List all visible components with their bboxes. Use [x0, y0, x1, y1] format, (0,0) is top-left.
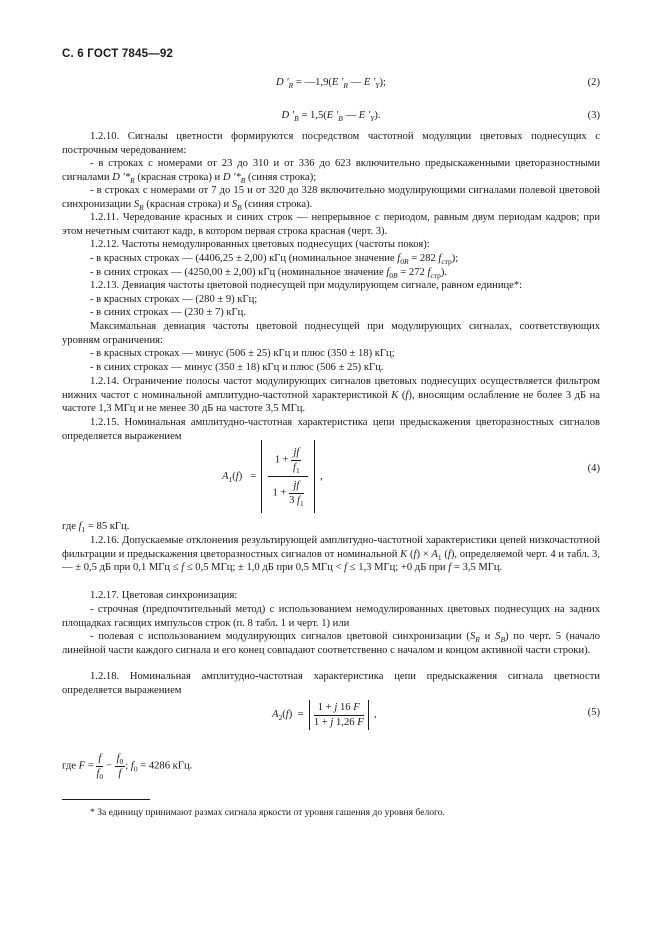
eq3-rhs: = 1,5(E $'_B$ — E $'_Y$). — [301, 110, 381, 124]
equation-4: $A_1(f)$ = 1 + $\frac{jf}{f_1}$ 1 + $\frac{jf}{3 f_1}$ , (4) — [62, 440, 600, 504]
eq3-lhs: D $'_B$ — [281, 110, 299, 124]
eq2-rhs: = —1,9(E $'_R$ — E $'_Y$); — [295, 77, 386, 91]
para-1-2-13-d: - в красных строках — минус (506 ± 25) кГц и плюс (350 ± 18) кГц; — [90, 348, 395, 359]
para-1-2-11: 1.2.11. Чередование красных и синих строк — непрерывное с периодом, равным двум периодам кадров; при этом нечетным считают кадр, в котором первая строка красная (черт. 3). — [62, 212, 600, 237]
para-1-2-17: 1.2.17. Цветовая синхронизация: — [90, 590, 238, 601]
footnote-rule — [62, 799, 150, 800]
eq3-number: (3) — [587, 110, 600, 121]
para-1-2-16: 1.2.16. Допускаемые отклонения результирующей амплитудно-частотной характеристики цепей низкочастотной фильтрации и предыскажения цветоразностных сигналов от номинальной K $(f) \times A_1$ (f), определяемой черт. 4 и табл. 3, — ± 0,5 дБ при 0,1 МГц ≤ f ≤ 0,5 МГц; ± 1,0 дБ при 0,5 МГц < f ≤ 1,3 МГц; +0 дБ при f = 3,5 МГц. — [62, 535, 600, 574]
para-1-2-10-a: - в строках с номерами от 23 до 310 и от 336 до 623 включительно предыскаженными цветоразностными сигналами D $'*_R$ (красная строка) и D $'*_B$ (синяя строка); — [62, 158, 600, 185]
para-1-2-12-a: - в красных строках — (4406,25 ± 2,00) кГц (номинальное значение $f_{0R} = 282$ $f_{стр}$); — [90, 253, 459, 267]
eq5-abs — [309, 700, 369, 730]
para-1-2-10: 1.2.10. Сигналы цветности формируются посредством частотной модуляции цветовых поднесущих с построчным чередованием: — [62, 131, 600, 156]
eq5-numerator: 1 + j 16 F — [314, 701, 364, 716]
para-1-2-15: 1.2.15. Номинальная амплитудно-частотная характеристика цепи предыскажения цветоразностных сигналов определяется выражением — [62, 417, 600, 442]
eq5-number: (5) — [587, 707, 600, 718]
para-1-2-12-b: - в синих строках — (4250,00 ± 2,00) кГц (номинальное значение $f_{0B} = 272$ $f_{стр}$). — [90, 267, 448, 281]
eq4-lhs: $A_1(f)$ = — [222, 470, 259, 484]
para-1-2-18: 1.2.18. Номинальная амплитудно-частотная характеристика цепи предыскажения сигнала цветности определяется выражением — [62, 671, 600, 696]
para-1-2-13-e: - в синих строках — минус (350 ± 18) кГц и плюс (506 ± 25) кГц. — [90, 362, 384, 373]
para-F: где F = $\frac{f}{f_0}$ − $\frac{f_0}{f}$ ; $f_0 = 4286$ кГц. — [62, 753, 193, 781]
para-1-2-13-a: - в красных строках — (280 ± 9) кГц; — [90, 294, 258, 305]
para-1-2-17-b: - полевая с использованием модулирующих сигналов цветовой синхронизации ($S_R$ и $S_B$) по черт. 5 (начало линейной части каждого сигнала и его конец совпадают соответственно с началом и концом активной части строки). — [62, 631, 601, 656]
para-1-2-17-a: - строчная (предпочтительный метод) с использованием немодулированных цветовых поднесущих на задних площадках гасящих импульсов строк (п. 8 табл. 1 и черт. 1) или — [62, 604, 600, 629]
para-f1: где $f_1 = 85$ кГц. — [62, 521, 130, 535]
footnote: * За единицу принимают размах сигнала яркости от уровня гашения до уровня белого. — [90, 807, 445, 818]
para-1-2-13-b: - в синих строках — (230 ± 7) кГц. — [90, 307, 247, 318]
para-1-2-13-c: Максимальная девиация частоты цветовой поднесущей при модулирующих сигналах, соответствующих уровням ограничения: — [62, 321, 600, 346]
eq2-number: (2) — [587, 77, 600, 88]
eq2-lhs: D $'_R$ — [276, 77, 294, 91]
page-header: С. 6 ГОСТ 7845—92 — [62, 48, 174, 60]
para-1-2-10-b: - в строках с номерами от 7 до 15 и от 320 до 328 включительно модулирующими сигналами полевой цветовой синхронизации $S_R$ (красная строка) и $S_B$ (синяя строка). — [62, 185, 600, 212]
para-1-2-13: 1.2.13. Девиация частоты цветовой поднесущей при модулирующем сигнале, равном единице*: — [90, 280, 523, 291]
equation-5: $A_2(f)$ = $\frac{1 + j 16 F}{1 + j 1,26 F}$ , (5) — [62, 700, 600, 740]
para-1-2-14: 1.2.14. Ограничение полосы частот модулирующих сигналов цветовых поднесущих осуществляется фильтром нижних частот с номинальной амплитудно-частотной характеристикой K (f), вносящим ослабление не более 3 дБ на частоте 1,3 МГц и не менее 30 дБ на частоте 3,5 МГц. — [62, 376, 600, 415]
eq5-lhs: $A_2(f)$ = — [272, 709, 307, 723]
eq4-abs: 1 + $\frac{jf}{f_1}$ 1 + $\frac{jf}{3 f_1}$ — [261, 440, 314, 513]
para-1-2-12: 1.2.12. Частоты немодулированных цветовых поднесущих (частоты покоя): — [90, 239, 430, 250]
eq5-denominator: 1 + j 1,26 F — [313, 716, 364, 728]
eq4-number: (4) — [587, 463, 600, 474]
